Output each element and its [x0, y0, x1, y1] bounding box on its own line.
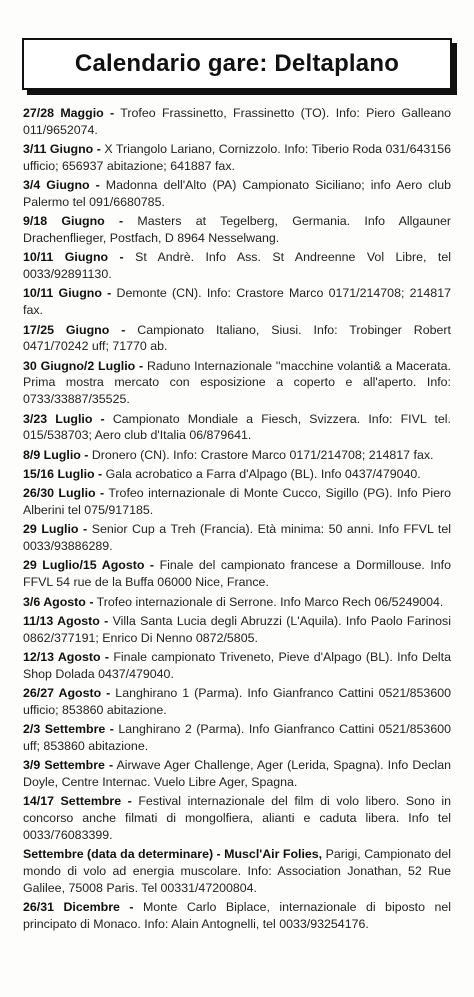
entry-date: 14/17 Settembre - [23, 794, 132, 809]
calendar-entry [23, 447, 451, 464]
calendar-entry [23, 685, 451, 719]
calendar-entry [23, 899, 451, 933]
entry-date: 26/31 Dicembre - [23, 900, 134, 915]
calendar-entry [23, 521, 451, 555]
entry-text: X Triangolo Lariano, Cornizzolo. Info: Tiberio Roda 031/643156 ufficio; 656937 abitazione; 641887 fax. [23, 142, 451, 173]
entry-date: 29 Luglio - [23, 522, 88, 537]
calendar-entry [23, 649, 451, 683]
entry-text: Parigi, Campionato del mondo di volo ad energia muscolare. Info: Association Jonathan, 52 Rue Galilee, 75008 Paris. Tel 00331/47200804. [23, 847, 451, 895]
title-box [22, 38, 452, 90]
entry-date: 17/25 Giugno - [23, 322, 126, 337]
entry-text: St Andrè. Info Ass. St Andreenne Vol Libre, tel 0033/92891130. [23, 250, 451, 282]
entry-text: Campionato Italiano, Siusi. Info: Trobinger Robert 0471/70242 uff; 71770 ab. [23, 322, 451, 354]
entry-text: Langhirano 1 (Parma). Info Gianfranco Cattini 0521/853600 ufficio; 853860 abitazione. [23, 686, 451, 717]
entry-date: 26/27 Agosto - [23, 686, 111, 700]
entry-date: 10/11 Giugno - [23, 250, 124, 265]
calendar-entry [23, 793, 451, 843]
entry-date: Settembre (data da determinare) - Muscl'Air Folies, [23, 847, 323, 862]
entry-text: Finale campionato Triveneto, Pieve d'Alpago (BL). Info Delta Shop Dolada 0437/479040. [23, 649, 452, 681]
calendar-entry [23, 285, 451, 319]
entry-date: 9/18 Giugno - [23, 214, 124, 229]
entry-date: 10/11 Giugno - [23, 286, 112, 301]
calendar-entry [23, 411, 451, 445]
entry-date: 3/4 Giugno - [23, 178, 100, 193]
calendar-entry [23, 177, 451, 211]
calendar-entry [23, 249, 451, 283]
entry-text: Senior Cup a Treh (Francia). Età minima: 50 anni. Info FFVL tel 0033/93886289. [23, 522, 451, 554]
entry-text: Langhirano 2 (Parma). Info Gianfranco Cattini 0521/853600 uff; 853860 abitazione. [23, 722, 451, 753]
calendar-entry [23, 757, 451, 791]
entry-text: Masters at Tegelberg, Germania. Info Allgauner Drachenflieger, Postfach, D 8964 Nesselwang. [23, 214, 451, 246]
calendar-entry [23, 466, 451, 483]
calendar-entry [23, 485, 451, 519]
entry-date: 15/16 Luglio - [23, 466, 103, 481]
entry-text: Gala acrobatico a Farra d'Alpago (BL). Info 0437/479040. [105, 466, 421, 481]
calendar-entry [23, 594, 451, 611]
calendar-entry [23, 105, 451, 139]
entry-text: Trofeo Frassinetto, Frassinetto (TO). Info: Piero Galleano 011/9652074. [23, 106, 451, 137]
calendar-entry [23, 721, 451, 755]
calendar-entry [23, 213, 451, 247]
entry-date: 11/13 Agosto - [23, 613, 109, 628]
entry-text: Trofeo internazionale di Serrone. Info Marco Rech 06/5249004. [96, 594, 444, 609]
page-title: Calendario gare: Deltaplano [74, 50, 400, 77]
entry-text: Madonna dell'Alto (PA) Campionato Siciliano; info Aero club Palermo tel 091/6680785. [23, 178, 451, 209]
entry-text: Finale del campionato francese a Dormillouse. Info FFVL 54 rue de la Buffa 06000 Nice, France. [23, 558, 451, 590]
entry-date: 3/6 Agosto - [23, 594, 94, 609]
calendar-entry [23, 846, 451, 896]
calendar-entry [23, 358, 451, 408]
calendar-entry [23, 557, 451, 591]
entry-date: 29 Luglio/15 Agosto - [23, 558, 155, 573]
entry-date: 3/9 Settembre - [23, 758, 114, 773]
entry-date: 27/28 Maggio - [23, 106, 115, 120]
entry-text: Airwave Ager Challenge, Ager (Lerida, Spagna). Info Declan Doyle, Centre Internac. Vuelo Libre Ager, Spagna. [23, 758, 451, 789]
entry-text: Villa Santa Lucia degli Abruzzi (L'Aquila). Info Paolo Farinosi 0862/377191; Enrico Di Nenno 0872/5805. [23, 613, 451, 645]
entry-text: Demonte (CN). Info: Crastore Marco 0171/214708; 214817 fax. [23, 286, 451, 318]
entry-text: Raduno Internazionale ''macchine volanti& a Macerata. Prima mostra mercato con esposizione a coperto e all'aperto. Info: 0733/33887/35525. [23, 358, 451, 407]
calendar-entry [23, 613, 451, 647]
calendar-list [23, 105, 451, 935]
entry-date: 12/13 Agosto - [23, 649, 109, 664]
calendar-entry [23, 322, 451, 356]
entry-date: 3/11 Giugno - [23, 142, 101, 157]
entry-text: Dronero (CN). Info: Crastore Marco 0171/214708; 214817 fax. [91, 447, 434, 462]
entry-text: Trofeo internazionale di Monte Cucco, Sigillo (PG). Info Piero Alberini tel 075/917185. [23, 486, 451, 518]
entry-date: 26/30 Luglio - [23, 486, 105, 501]
entry-text: Monte Carlo Biplace, internazionale di biposto nel principato di Monaco. Info: Alain Antognelli, tel 0033/93254176. [23, 900, 451, 931]
entry-text: Festival internazionale del film di volo libero. Sono in concorso anche filmati di mongolfiera, alianti e caduta libera. Info tel 0033/76083399. [23, 794, 451, 842]
entry-text: Campionato Mondiale a Fiesch, Svizzera. Info: FIVL tel. 015/538703; Aero club d'Italia 06/879641. [23, 411, 451, 443]
entry-date: 3/23 Luglio - [23, 411, 105, 426]
entry-date: 30 Giugno/2 Luglio - [23, 358, 144, 373]
entry-date: 8/9 Luglio - [23, 447, 89, 462]
calendar-entry [23, 141, 451, 175]
entry-date: 2/3 Settembre - [23, 722, 114, 737]
